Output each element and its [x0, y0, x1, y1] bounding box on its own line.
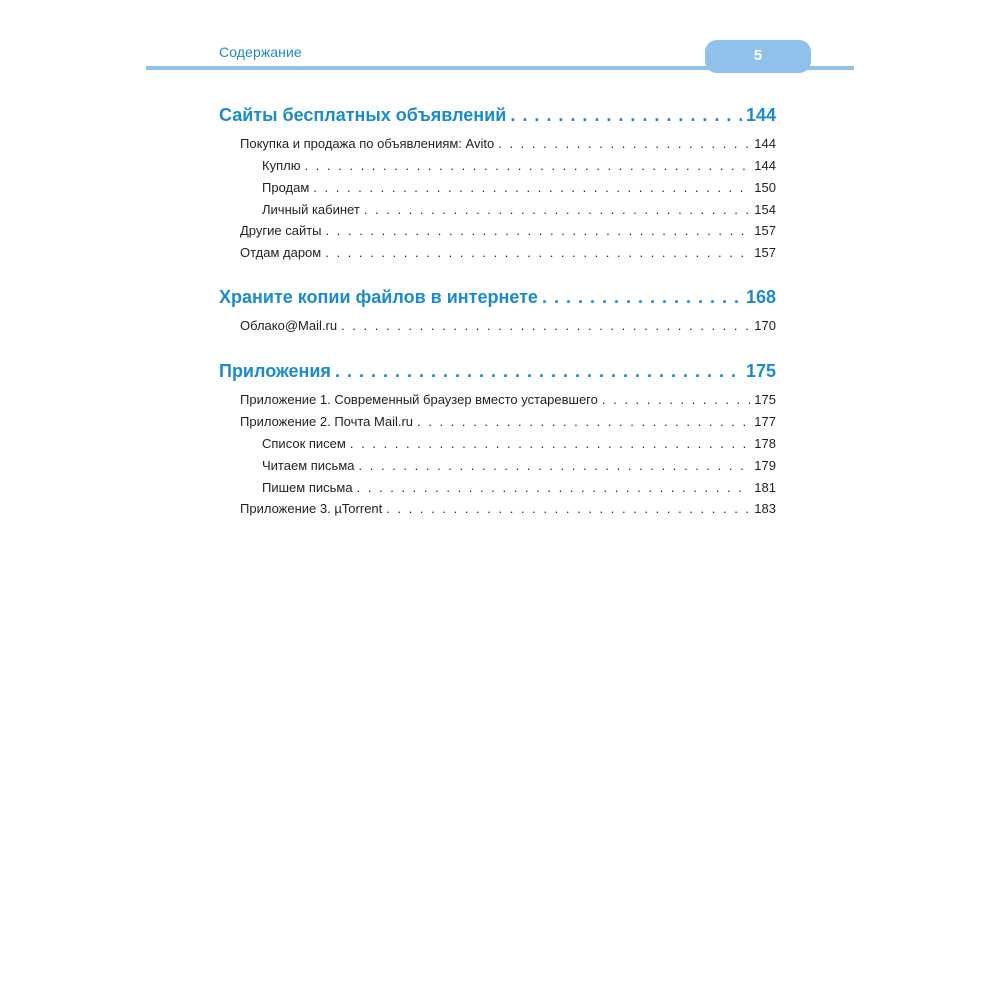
- toc-chapter[interactable]: [219, 287, 776, 308]
- toc-entry-page: 144: [754, 136, 776, 151]
- toc-section[interactable]: [240, 318, 776, 333]
- dot-leader: [510, 105, 742, 126]
- toc-entry-page: 168: [745, 287, 776, 307]
- toc-entry-page: 179: [754, 458, 776, 473]
- toc-subsection[interactable]: [262, 202, 776, 217]
- toc-section[interactable]: [240, 223, 776, 238]
- toc-entry-page: 177: [754, 414, 776, 429]
- toc-entry-title: Список писем: [262, 436, 346, 451]
- toc-entry-title: Личный кабинет: [262, 202, 360, 217]
- toc-chapter[interactable]: [219, 105, 776, 126]
- toc-entry-title: Приложение 3. µTorrent: [240, 501, 383, 516]
- toc-entry-page: 175: [754, 392, 776, 407]
- dot-leader: [602, 392, 750, 407]
- toc-section[interactable]: [240, 245, 776, 260]
- toc-entry-page: 144: [745, 105, 776, 125]
- toc-entry-title: Сайты бесплатных объявлений: [219, 105, 507, 125]
- toc-entry-page: 150: [754, 180, 776, 195]
- toc-entry-title: Куплю: [262, 158, 301, 173]
- dot-leader: [325, 245, 750, 260]
- toc-entry-title: Покупка и продажа по объявлениям: Avito: [240, 136, 495, 151]
- toc-entry-page: 175: [745, 361, 776, 381]
- toc-entry-page: 181: [754, 480, 776, 495]
- toc-entry-page: 183: [754, 501, 776, 516]
- toc-entry-title: Читаем письма: [262, 458, 355, 473]
- toc-subsection[interactable]: [262, 158, 776, 173]
- dot-leader: [386, 501, 750, 516]
- toc-subsection[interactable]: [262, 436, 776, 451]
- dot-leader: [357, 480, 751, 495]
- dot-leader: [350, 436, 750, 451]
- page-number: 5: [753, 47, 763, 64]
- toc-subsection[interactable]: [262, 180, 776, 195]
- toc-entry-page: 170: [754, 318, 776, 333]
- toc-entry-page: 178: [754, 436, 776, 451]
- toc-entry-page: 144: [754, 158, 776, 173]
- dot-leader: [417, 414, 750, 429]
- toc-chapter[interactable]: [219, 361, 776, 382]
- toc-entry-page: 157: [754, 245, 776, 260]
- dot-leader: [326, 223, 751, 238]
- dot-leader: [341, 318, 750, 333]
- toc-entry-title: Приложения: [219, 361, 331, 381]
- toc-section[interactable]: [240, 392, 776, 407]
- dot-leader: [542, 287, 742, 308]
- toc-entry-title: Приложение 1. Современный браузер вместо устаревшего: [240, 392, 598, 407]
- dot-leader: [304, 158, 750, 173]
- dot-leader: [335, 361, 742, 382]
- toc-entry-title: Отдам даром: [240, 245, 322, 260]
- toc-section[interactable]: [240, 501, 776, 516]
- dot-leader: [364, 202, 750, 217]
- toc-entry-title: Пишем письма: [262, 480, 353, 495]
- toc-entry-title: Храните копии файлов в интернете: [219, 287, 538, 307]
- toc-entry-page: 154: [754, 202, 776, 217]
- toc-section[interactable]: [240, 414, 776, 429]
- toc-section[interactable]: [240, 136, 776, 151]
- toc-subsection[interactable]: [262, 458, 776, 473]
- dot-leader: [313, 180, 750, 195]
- toc-subsection[interactable]: [262, 480, 776, 495]
- toc-entry-title: Приложение 2. Почта Mail.ru: [240, 414, 414, 429]
- toc-entry-page: 157: [754, 223, 776, 238]
- toc-entry-title: Другие сайты: [240, 223, 322, 238]
- toc-entry-title: Облако@Mail.ru: [240, 318, 338, 333]
- dot-leader: [359, 458, 751, 473]
- toc-entry-title: Продам: [262, 180, 310, 195]
- dot-leader: [498, 136, 750, 151]
- running-header-title: Содержание: [219, 44, 302, 60]
